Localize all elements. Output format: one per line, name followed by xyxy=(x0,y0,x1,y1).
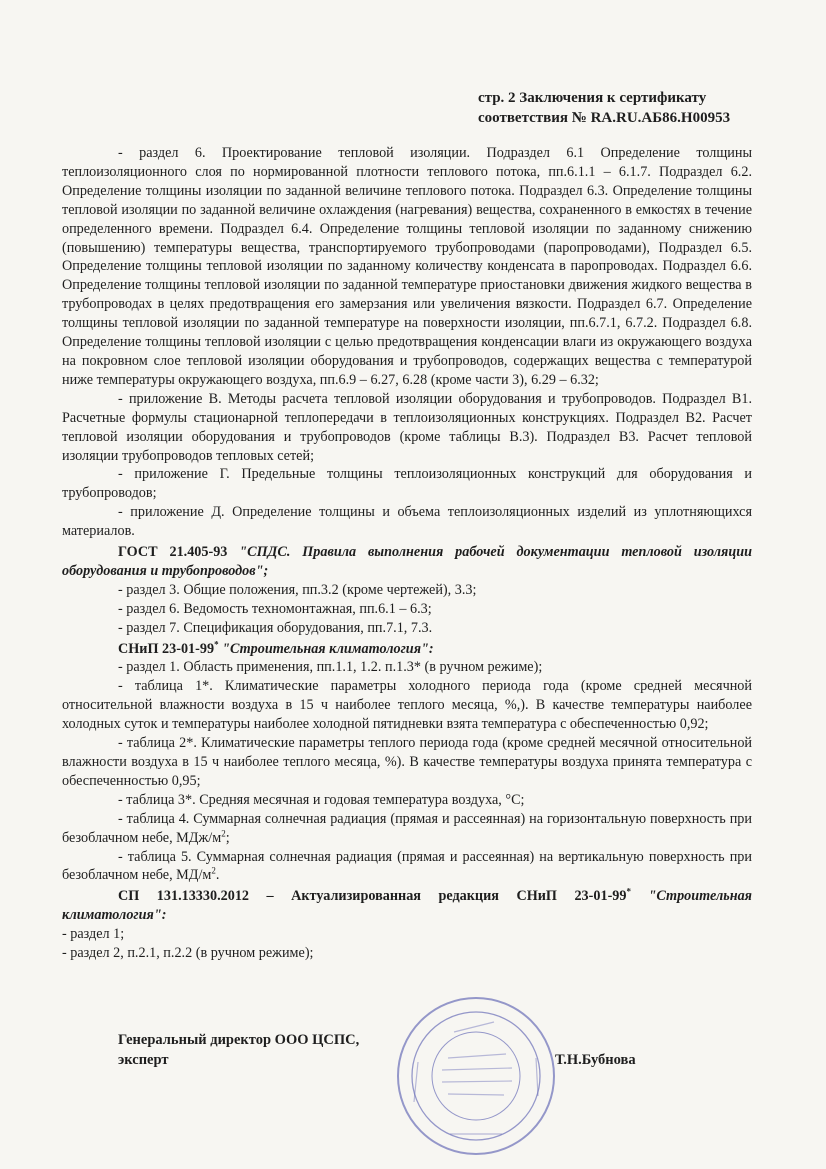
snip-item: - таблица 2*. Климатические параметры теплого периода года (кроме средней месячной относительной влажности воздуха в 15 ч наиболее теплого месяца, %). В качестве температуры воздуха принята температура с обеспеченностью 0,95; xyxy=(62,735,752,789)
gost-item: - раздел 6. Ведомость техномонтажная, пп.6.1 – 6.3; xyxy=(118,600,432,617)
paragraph-appendix-g: - приложение Г. Предельные толщины теплоизоляционных конструкций для оборудования и трубопроводов; xyxy=(62,466,752,502)
superscript-2: 2 xyxy=(211,865,216,876)
snip-table-4-text: - таблица 4. Суммарная солнечная радиация (прямая и рассеянная) на горизонтальную поверхность при безоблачном небе, МДж/м xyxy=(62,810,752,846)
superscript-2: 2 xyxy=(221,827,226,838)
snip-title: "Строительная климатология": xyxy=(222,640,434,657)
sp-item: - раздел 1; xyxy=(62,926,125,943)
gost-item: - раздел 7. Спецификация оборудования, пп.7.1, 7.3. xyxy=(118,619,433,636)
snip-mark: * xyxy=(214,638,219,649)
document-body xyxy=(62,144,752,963)
gost-code: ГОСТ 21.405-93 xyxy=(118,544,228,561)
page-header xyxy=(478,88,778,128)
snip-table-5 xyxy=(62,848,752,886)
sp-title: "Строительная климатология": xyxy=(62,888,752,924)
signer-role-line-2: эксперт xyxy=(118,1052,169,1068)
snip-table-4-end: ; xyxy=(225,829,230,846)
snip-table-4 xyxy=(62,810,752,848)
signer-name: Т.Н.Бубнова xyxy=(555,1052,636,1068)
gost-heading xyxy=(62,543,752,581)
gost-title: "СПДС. Правила выполнения рабочей документации тепловой изоляции оборудования и трубопроводов"; xyxy=(62,544,753,579)
signer-role-line-1: Генеральный директор ООО ЦСПС, xyxy=(118,1032,360,1048)
snip-item: - таблица 3*. Средняя месячная и годовая температура воздуха, °С; xyxy=(118,791,525,808)
snip-table-5-end: . xyxy=(215,867,220,884)
paragraph-appendix-v: - приложение В. Методы расчета тепловой изоляции оборудования и трубопроводов. Подраздел В1. Расчетные формулы стационарной теплопередачи в теплоизоляционных конструкциях. Подраздел В2. Расчет тепловой изоляции оборудования и трубопроводов (кроме таблицы В.3). Подраздел В3. Расчет тепловой изоляции трубопроводов тепловых сетей; xyxy=(62,390,752,464)
sp-mark: * xyxy=(626,886,631,897)
header-line-1: стр. 2 Заключения к сертификату xyxy=(478,90,707,106)
gost-item: - раздел 3. Общие положения, пп.3.2 (кроме чертежей), 3.3; xyxy=(118,581,477,598)
seal-stamp xyxy=(388,992,563,1157)
snip-heading xyxy=(62,640,752,659)
sp-item: - раздел 2, п.2.1, п.2.2 (в ручном режиме); xyxy=(62,945,314,962)
header-line-2: соответствия № RA.RU.АБ86.Н00953 xyxy=(478,110,731,126)
snip-item: - раздел 1. Область применения, пп.1.1, 1.2. п.1.3* (в ручном режиме); xyxy=(118,659,543,676)
snip-table-5-text: - таблица 5. Суммарная солнечная радиация (прямая и рассеянная) на вертикальную поверхность при безоблачном небе, МД/м xyxy=(62,848,752,884)
sp-heading xyxy=(62,887,752,925)
paragraph-section-6: - раздел 6. Проектирование тепловой изоляции. Подраздел 6.1 Определение толщины теплоизоляционного слоя по нормированной плотности теплового потока, пп.6.1.1 – 6.1.7. Подраздел 6.2. Определение толщины изоляции по заданной величине теплового потока. Подраздел 6.3. Определение толщины тепловой изоляции по заданной величине охлаждения (нагревания) вещества, сохраненного в емкостях в течение определенного времени. Подраздел 6.4. Определение толщины тепловой изоляции по заданному снижению (повышению) температуры вещества, транспортируемого трубопроводами (паропроводами), Подраздел 6.5. Определение толщины тепловой изоляции по заданному количеству конденсата в паропроводах. Подраздел 6.6. Определение толщины тепловой изоляции по заданной температуре приостановки движения жидкого вещества в трубопроводах в целях предотвращения его замерзания или увеличения вязкости. Подраздел 6.7. Определение толщины тепловой изоляции по заданной температуре на поверхности изоляции, пп.6.7.1, 6.7.2. Подраздел 6.8. Определение толщины тепловой изоляции с целью предотвращения конденсации влаги из окружающего воздуха на покровном слое тепловой изоляции оборудования и трубопроводов, содержащих вещества с температурой ниже температуры окружающего воздуха, пп.6.9 – 6.27, 6.28 (кроме части 3), 6.29 – 6.32; xyxy=(62,145,752,388)
paragraph-appendix-d: - приложение Д. Определение толщины и объема теплоизоляционных изделий из уплотняющихся материалов. xyxy=(62,504,752,540)
snip-item: - таблица 1*. Климатические параметры холодного периода года (кроме средней месячной относительной влажности воздуха в 15 ч наиболее теплого месяца, %,). В качестве температуры наиболее холодных суток и температуры наиболее холодной пятидневки взята температура с обеспеченностью 0,92; xyxy=(62,678,752,733)
signature-block xyxy=(118,1030,658,1070)
snip-code: СНиП 23-01-99 xyxy=(118,640,215,657)
sp-prefix: СП 131.13330.2012 – Актуализированная редакция СНиП 23-01-99 xyxy=(118,888,627,905)
